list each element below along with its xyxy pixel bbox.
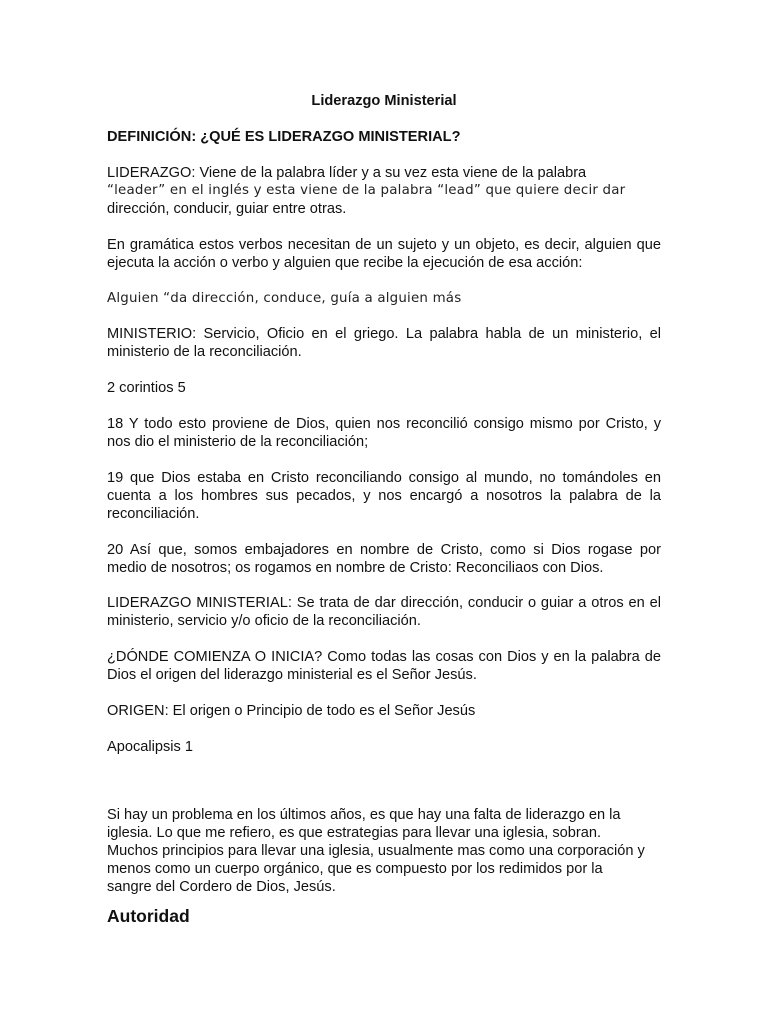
liderazgo-line-3: dirección, conducir, guiar entre otras. xyxy=(107,201,347,217)
liderazgo-ministerial-paragraph: LIDERAZGO MINISTERIAL: Se trata de dar dirección, conducir o guiar a otros en el ministerio, servicio y/o oficio de la reconciliación. xyxy=(107,595,661,629)
liderazgo-line-2: “leader” en el inglés y esta viene de la palabra “lead” que quiere decir dar xyxy=(107,183,626,198)
apocalipsis-reference: Apocalipsis 1 xyxy=(107,739,193,755)
alguien-paragraph: Alguien “da dirección, conduce, guía a alguien más xyxy=(107,291,462,306)
liderazgo-paragraph xyxy=(107,164,661,218)
verse-18-paragraph: 18 Y todo esto proviene de Dios, quien nos reconcilió consigo mismo por Cristo, y nos dio el ministerio de la reconciliación; xyxy=(107,416,661,450)
verse-20-paragraph: 20 Así que, somos embajadores en nombre de Cristo, como si Dios rogase por medio de nosotros; os rogamos en nombre de Cristo: Reconciliaos con Dios. xyxy=(107,542,661,576)
document-title: Liderazgo Ministerial xyxy=(311,93,457,109)
liderazgo-line-1: LIDERAZGO: Viene de la palabra líder y a su vez esta viene de la palabra xyxy=(107,165,587,181)
origen-paragraph: ORIGEN: El origen o Principio de todo es el Señor Jesús xyxy=(107,703,476,719)
gramatica-paragraph: En gramática estos verbos necesitan de un sujeto y un objeto, es decir, alguien que ejecuta la acción o verbo y alguien que recibe la ejecución de esa acción: xyxy=(107,237,661,271)
ministerio-paragraph: MINISTERIO: Servicio, Oficio en el griego. La palabra habla de un ministerio, el ministerio de la reconciliación. xyxy=(107,326,661,360)
verse-19-paragraph: 19 que Dios estaba en Cristo reconciliando consigo al mundo, no tomándoles en cuenta a los hombres sus pecados, y nos encargó a nosotros la palabra de la reconciliación. xyxy=(107,470,661,522)
donde-comienza-paragraph: ¿DÓNDE COMIENZA O INICIA? Como todas las cosas con Dios y en la palabra de Dios el origen del liderazgo ministerial es el Señor Jesús. xyxy=(107,649,661,683)
problema-paragraph: Si hay un problema en los últimos años, es que hay una falta de liderazgo en la iglesia. Lo que me refiero, es que estrategias para llevar una iglesia, sobran. Muchos principios para llevar una iglesia, usualmente mas como una corporación y menos como un cuerpo orgánico, que es compuesto por los redimidos por la sangre del Cordero de Dios, Jesús. xyxy=(107,807,645,895)
autoridad-heading: Autoridad xyxy=(107,906,190,926)
definition-heading: DEFINICIÓN: ¿QUÉ ES LIDERAZGO MINISTERIAL? xyxy=(107,129,461,145)
corintios-reference: 2 corintios 5 xyxy=(107,380,186,396)
